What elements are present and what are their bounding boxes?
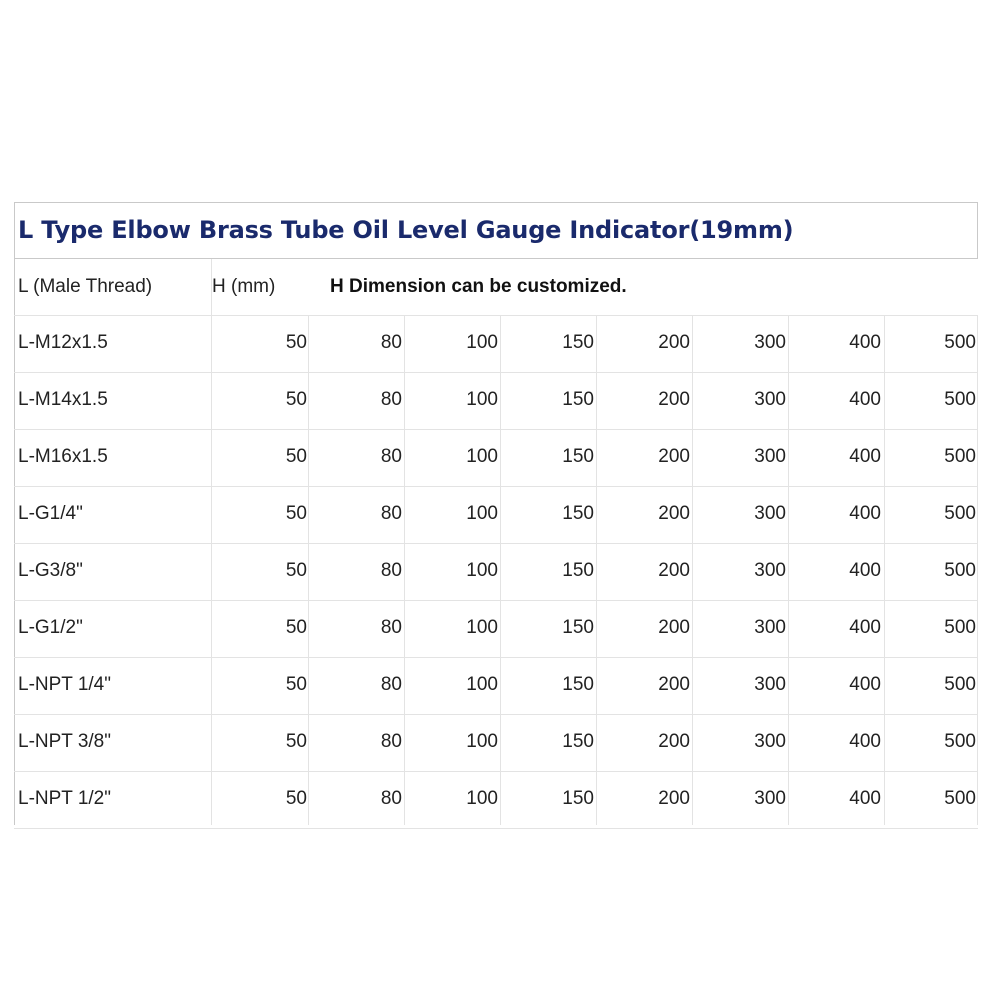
- row-h-value: 200: [658, 446, 690, 467]
- row-thread-label: L-G1/4": [18, 503, 83, 524]
- row-h-value: 500: [944, 788, 976, 809]
- row-h-value: 80: [380, 446, 402, 467]
- table-title: L Type Elbow Brass Tube Oil Level Gauge Indicator(19mm): [18, 216, 794, 244]
- row-h-value: 300: [754, 503, 786, 524]
- row-h-value: 300: [754, 560, 786, 581]
- row-h-value: 150: [562, 617, 594, 638]
- row-h-value: 50: [285, 332, 307, 353]
- row-h-value: 500: [944, 446, 976, 467]
- row-h-value: 400: [849, 560, 881, 581]
- table-row: [14, 771, 978, 828]
- row-h-value: 150: [562, 503, 594, 524]
- row-h-value: 400: [849, 389, 881, 410]
- row-h-value: 100: [466, 674, 498, 695]
- row-h-value: 80: [380, 788, 402, 809]
- row-h-value: 200: [658, 332, 690, 353]
- row-thread-label: L-M12x1.5: [18, 332, 108, 353]
- row-h-value: 100: [466, 332, 498, 353]
- row-h-value: 50: [285, 788, 307, 809]
- row-thread-label: L-NPT 1/4": [18, 674, 111, 695]
- row-h-value: 150: [562, 389, 594, 410]
- row-h-value: 500: [944, 332, 976, 353]
- spec-table: [14, 202, 978, 825]
- table-row: [14, 657, 978, 714]
- row-h-value: 500: [944, 731, 976, 752]
- header-customize-note: H Dimension can be customized.: [330, 276, 627, 297]
- row-thread-label: L-G1/2": [18, 617, 83, 638]
- table-right-border: [977, 202, 978, 259]
- row-h-value: 400: [849, 617, 881, 638]
- row-h-value: 500: [944, 674, 976, 695]
- table-row: [14, 372, 978, 429]
- table-row: [14, 429, 978, 486]
- row-h-value: 500: [944, 389, 976, 410]
- row-h-value: 100: [466, 560, 498, 581]
- row-h-value: 50: [285, 446, 307, 467]
- row-h-value: 300: [754, 617, 786, 638]
- row-h-value: 50: [285, 503, 307, 524]
- row-h-value: 400: [849, 674, 881, 695]
- row-h-value: 300: [754, 332, 786, 353]
- row-h-value: 80: [380, 332, 402, 353]
- row-h-value: 150: [562, 446, 594, 467]
- table-row: [14, 600, 978, 657]
- row-h-value: 400: [849, 788, 881, 809]
- row-h-value: 200: [658, 503, 690, 524]
- row-h-value: 80: [380, 674, 402, 695]
- row-h-value: 80: [380, 503, 402, 524]
- row-h-value: 500: [944, 503, 976, 524]
- row-h-value: 200: [658, 560, 690, 581]
- header-male-thread: L (Male Thread): [18, 276, 153, 297]
- row-h-value: 150: [562, 560, 594, 581]
- row-thread-label: L-G3/8": [18, 560, 83, 581]
- row-h-value: 200: [658, 788, 690, 809]
- row-thread-label: L-NPT 3/8": [18, 731, 111, 752]
- row-h-value: 50: [285, 731, 307, 752]
- row-h-value: 500: [944, 617, 976, 638]
- row-h-value: 400: [849, 503, 881, 524]
- table-row: [14, 315, 978, 372]
- row-h-value: 150: [562, 332, 594, 353]
- header-h-mm: H (mm): [212, 276, 276, 297]
- row-h-value: 200: [658, 731, 690, 752]
- row-h-value: 150: [562, 731, 594, 752]
- row-h-value: 100: [466, 731, 498, 752]
- row-h-value: 80: [380, 617, 402, 638]
- row-h-value: 80: [380, 560, 402, 581]
- row-h-value: 150: [562, 674, 594, 695]
- row-gridline: [14, 828, 978, 829]
- table-row: [14, 543, 978, 600]
- row-h-value: 150: [562, 788, 594, 809]
- table-row: [14, 486, 978, 543]
- row-h-value: 100: [466, 389, 498, 410]
- row-h-value: 100: [466, 617, 498, 638]
- row-h-value: 500: [944, 560, 976, 581]
- row-h-value: 200: [658, 617, 690, 638]
- row-h-value: 400: [849, 731, 881, 752]
- row-h-value: 100: [466, 788, 498, 809]
- row-h-value: 50: [285, 617, 307, 638]
- row-h-value: 50: [285, 560, 307, 581]
- row-h-value: 300: [754, 674, 786, 695]
- row-h-value: 100: [466, 503, 498, 524]
- row-h-value: 80: [380, 731, 402, 752]
- row-thread-label: L-M14x1.5: [18, 389, 108, 410]
- row-h-value: 400: [849, 332, 881, 353]
- row-thread-label: L-NPT 1/2": [18, 788, 111, 809]
- row-h-value: 200: [658, 389, 690, 410]
- row-h-value: 300: [754, 788, 786, 809]
- row-h-value: 300: [754, 731, 786, 752]
- title-row: [14, 202, 978, 259]
- row-h-value: 400: [849, 446, 881, 467]
- row-h-value: 100: [466, 446, 498, 467]
- row-h-value: 300: [754, 389, 786, 410]
- table-row: [14, 714, 978, 771]
- row-h-value: 50: [285, 389, 307, 410]
- row-thread-label: L-M16x1.5: [18, 446, 108, 467]
- row-h-value: 200: [658, 674, 690, 695]
- row-h-value: 80: [380, 389, 402, 410]
- row-h-value: 300: [754, 446, 786, 467]
- row-h-value: 50: [285, 674, 307, 695]
